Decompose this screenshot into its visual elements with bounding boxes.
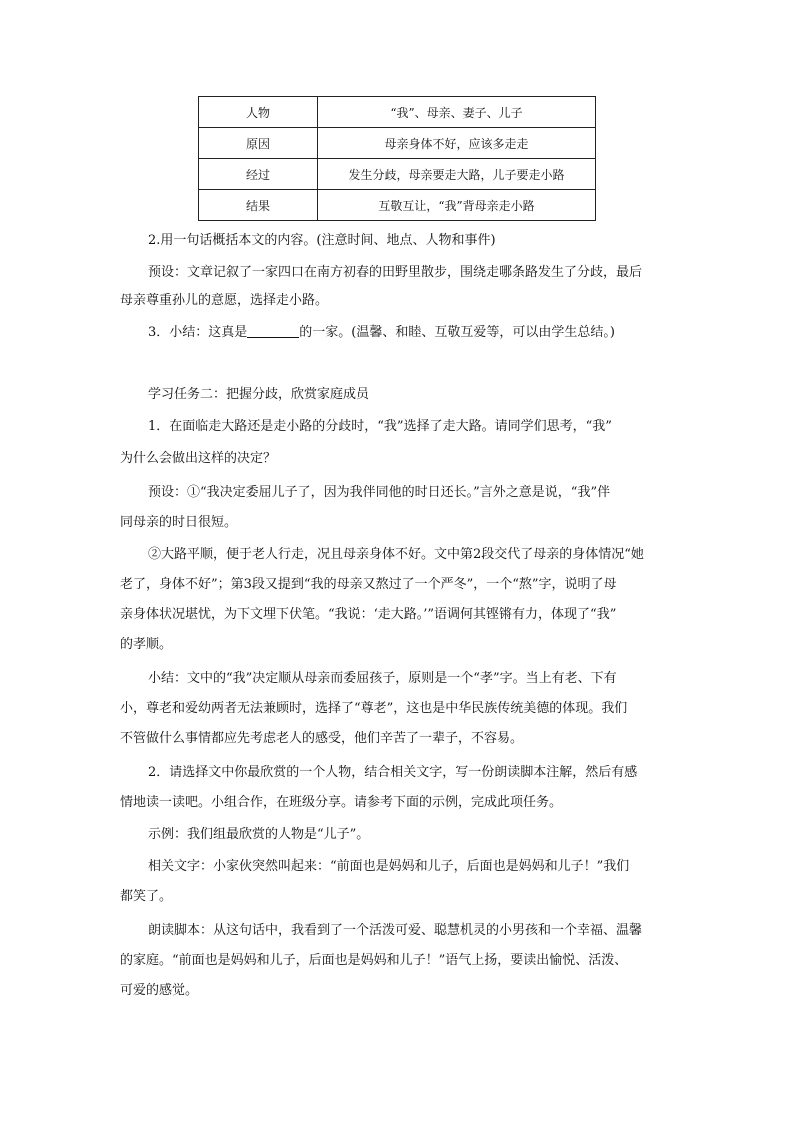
related-text-line: 相关文字：小家伙突然叫起来：“前面也是妈妈和儿子，后面也是妈妈和儿子！”我们 (148, 859, 630, 874)
fill-blank (247, 325, 299, 338)
table-cell-value: 母亲身体不好，应该多走走 (318, 128, 596, 159)
summary-prefix: 3．小结：这真是 (148, 325, 248, 340)
answer-line: ②大路平顺，便于老人行走，况且母亲身体不好。文中第2段交代了母亲的身体情况“她 (148, 547, 644, 562)
summary-line: 小，尊老和爱幼两者无法兼顾时，选择了“尊老”，这也是中华民族传统美德的体现。我们 (120, 701, 628, 716)
table-cell-label: 人物 (199, 97, 318, 128)
example-line: 示例：我们组最欣赏的人物是“儿子”。 (148, 827, 370, 842)
summary-table (198, 96, 596, 221)
answer-line: 母亲尊重孙儿的意愿，选择走小路。 (120, 293, 329, 308)
table-row (199, 97, 596, 128)
question-2: 2.用一句话概括本文的内容。(注意时间、地点、人物和事件) (148, 233, 496, 248)
table-row (199, 128, 596, 159)
question-line: 情地读一读吧。小组合作，在班级分享。请参考下面的示例，完成此项任务。 (120, 795, 563, 810)
script-line: 的家庭。“前面也是妈妈和儿子，后面也是妈妈和儿子！”语气上扬，要读出愉悦、活泼、 (120, 953, 628, 968)
section-heading: 学习任务二：把握分歧，欣赏家庭成员 (148, 387, 370, 402)
question-line: 为什么会做出这样的决定？ (120, 451, 277, 466)
table-cell-value: 发生分歧，母亲要走大路，儿子要走小路 (318, 159, 596, 190)
table-cell-label: 结果 (199, 190, 318, 221)
table-row (199, 159, 596, 190)
answer-line: 预设：文章记叙了一家四口在南方初春的田野里散步，围绕走哪条路发生了分歧，最后 (148, 265, 643, 280)
table-cell-value: “我”、母亲、妻子、儿子 (318, 97, 596, 128)
table-cell-label: 经过 (199, 159, 318, 190)
script-line: 可爱的感觉。 (120, 983, 199, 998)
table-cell-value: 互敬互让，“我”背母亲走小路 (318, 190, 596, 221)
summary-line: 小结：文中的“我”决定顺从母亲而委屈孩子，原则是一个“孝”字。当上有老、下有 (148, 671, 617, 686)
answer-line: 同母亲的时日很短。 (120, 515, 238, 530)
answer-line: 亲身体状况堪忧，为下文埋下伏笔。“我说：‘走大路。’”语调何其铿锵有力，体现了“我” (120, 607, 617, 622)
table-cell-label: 原因 (199, 128, 318, 159)
question-line: 1．在面临走大路还是走小路的分歧时，“我”选择了走大路。请同学们思考，“我” (148, 419, 612, 434)
question-line: 2．请选择文中你最欣赏的一个人物，结合相关文字，写一份朗读脚本注解，然后有感 (148, 765, 638, 780)
answer-line: 的孝顺。 (120, 637, 173, 652)
summary-suffix: 的一家。(温馨、和睦、互敬互爱等，可以由学生总结。) (299, 325, 615, 340)
related-text-line: 都笑了。 (120, 889, 173, 904)
script-line: 朗读脚本：从这句话中，我看到了一个活泼可爱、聪慧机灵的小男孩和一个幸福、温馨 (148, 923, 643, 938)
summary-fill-in (148, 324, 615, 342)
summary-line: 不管做什么事情都应先考虑老人的感受，他们辛苦了一辈子，不容易。 (120, 731, 524, 746)
answer-line: 预设：①“我决定委屈儿子了，因为我伴同他的时日还长。”言外之意是说，“我”伴 (148, 485, 611, 500)
answer-line: 老了，身体不好”；第3段又提到“我的母亲又熬过了一个严冬”，一个“熬”字，说明了母 (120, 577, 617, 592)
table-row (199, 190, 596, 221)
